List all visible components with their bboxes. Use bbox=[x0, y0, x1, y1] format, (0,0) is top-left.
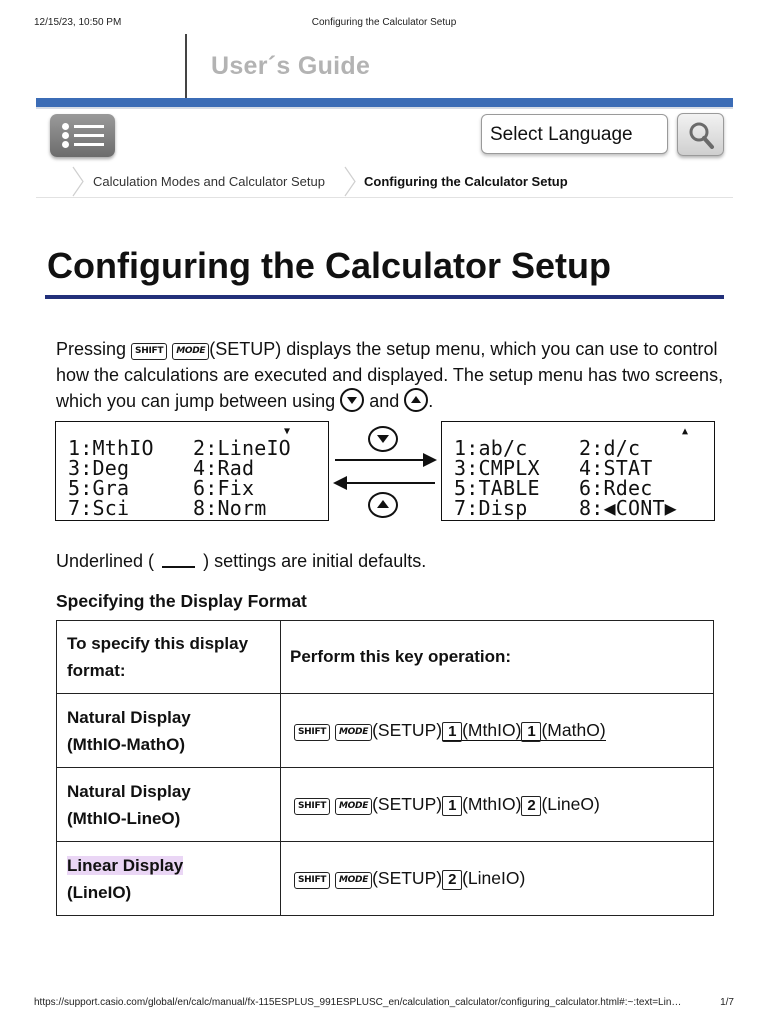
screen2-item: 7:Disp bbox=[454, 496, 528, 520]
down-arrow-key-icon bbox=[340, 388, 364, 412]
table-header-operation: Perform this key operation: bbox=[281, 621, 714, 694]
screen2-item: 1:ab/c bbox=[454, 436, 528, 460]
breadcrumb bbox=[36, 166, 733, 198]
shift-key-icon: SHIFT bbox=[294, 872, 330, 889]
scroll-down-indicator: ▼ bbox=[284, 426, 291, 437]
print-datetime: 12/15/23, 10:50 PM bbox=[34, 17, 122, 28]
op-text: (LineO) bbox=[541, 793, 600, 814]
screen2-item: 2:d/c bbox=[579, 436, 641, 460]
screen1-item: 8:Norm bbox=[193, 496, 267, 520]
key-icon: 1 bbox=[521, 722, 541, 742]
format-cell bbox=[57, 768, 281, 842]
op-text: (SETUP) bbox=[372, 793, 443, 814]
key-icon: 1 bbox=[442, 722, 462, 742]
shift-key-icon: SHIFT bbox=[294, 724, 330, 741]
print-title: Configuring the Calculator Setup bbox=[311, 17, 457, 28]
screen2-item: 3:CMPLX bbox=[454, 456, 540, 480]
format-name: Natural Display bbox=[67, 781, 191, 801]
underline-sample bbox=[162, 556, 195, 568]
scroll-up-indicator: ▲ bbox=[682, 426, 689, 437]
intro-paragraph bbox=[56, 337, 726, 415]
op-text: (SETUP) bbox=[372, 719, 443, 740]
op-text: (MathO) bbox=[541, 719, 606, 740]
format-cell bbox=[57, 842, 281, 916]
screen1-item: 5:Gra bbox=[68, 476, 130, 500]
title-rule bbox=[45, 295, 724, 299]
mode-key-icon: MODE bbox=[335, 798, 372, 815]
screen2-item: 5:TABLE bbox=[454, 476, 540, 500]
page-number: 1/7 bbox=[720, 997, 734, 1008]
down-arrow-key-icon bbox=[368, 426, 398, 452]
table-row bbox=[57, 842, 714, 916]
screen1-item: 1:MthIO bbox=[68, 436, 154, 460]
search-button[interactable] bbox=[677, 113, 724, 156]
operation-cell bbox=[281, 694, 714, 768]
screen-navigation-diagram bbox=[330, 421, 440, 521]
op-text: (MthIO) bbox=[462, 719, 522, 740]
format-cell bbox=[57, 694, 281, 768]
mode-key-icon: MODE bbox=[335, 872, 372, 889]
intro-text-4: . bbox=[428, 391, 434, 411]
key-icon: 1 bbox=[442, 796, 462, 816]
intro-text-2: (SETUP) displays the setup menu, which you can use to control how the calculations are executed and displayed. The setup menu has two screens, which you can jump between using bbox=[56, 339, 724, 411]
table-row bbox=[57, 768, 714, 842]
format-code: (LineIO) bbox=[67, 882, 132, 902]
table-header-format: To specify this display format: bbox=[57, 621, 281, 694]
language-select[interactable]: Select Language bbox=[481, 114, 668, 154]
setup-screen-1 bbox=[55, 421, 329, 521]
screen2-item: 6:Rdec bbox=[579, 476, 653, 500]
display-format-table bbox=[56, 620, 714, 916]
screen2-item: 8:◀CONT▶ bbox=[579, 496, 677, 520]
right-arrow-icon bbox=[335, 459, 435, 461]
breadcrumb-chevron-icon bbox=[72, 166, 84, 197]
brand-bar-shadow bbox=[36, 107, 733, 109]
screen1-item: 4:Rad bbox=[193, 456, 255, 480]
format-code: (MthIO-MathO) bbox=[67, 734, 186, 754]
mode-key-icon: MODE bbox=[172, 343, 209, 360]
table-row bbox=[57, 694, 714, 768]
site-header bbox=[36, 34, 733, 98]
shift-key-icon: SHIFT bbox=[131, 343, 167, 360]
op-text: (SETUP) bbox=[372, 867, 443, 888]
table-header-row bbox=[57, 621, 714, 694]
section-heading: Specifying the Display Format bbox=[56, 591, 307, 611]
format-name: Natural Display bbox=[67, 707, 191, 727]
screen2-item: 4:STAT bbox=[579, 456, 653, 480]
screen1-item: 3:Deg bbox=[68, 456, 130, 480]
breadcrumb-chevron-icon bbox=[344, 166, 356, 197]
intro-text-1: Pressing bbox=[56, 339, 127, 359]
search-icon bbox=[687, 121, 715, 149]
print-header bbox=[34, 17, 734, 31]
mode-key-icon: MODE bbox=[335, 724, 372, 741]
underlined-default bbox=[442, 720, 606, 741]
breadcrumb-link-calculation-modes[interactable]: Calculation Modes and Calculator Setup bbox=[93, 174, 325, 189]
menu-button[interactable] bbox=[50, 114, 115, 157]
screen1-item: 7:Sci bbox=[68, 496, 130, 520]
defaults-note bbox=[56, 551, 426, 572]
setup-screen-2 bbox=[441, 421, 715, 521]
note-text-1: Underlined ( bbox=[56, 551, 155, 571]
op-text: (LineIO) bbox=[462, 867, 526, 888]
brand-bar bbox=[36, 98, 733, 107]
key-icon: 2 bbox=[442, 870, 462, 890]
key-icon: 2 bbox=[521, 796, 541, 816]
up-arrow-key-icon bbox=[368, 492, 398, 518]
op-text: (MthIO) bbox=[462, 793, 522, 814]
shift-key-icon: SHIFT bbox=[294, 798, 330, 815]
header-divider bbox=[185, 34, 187, 98]
users-guide-title[interactable]: User´s Guide bbox=[211, 52, 371, 80]
screen1-item: 2:LineIO bbox=[193, 436, 291, 460]
operation-cell bbox=[281, 768, 714, 842]
left-arrow-icon bbox=[335, 482, 435, 484]
screen1-item: 6:Fix bbox=[193, 476, 255, 500]
format-name-highlighted: Linear Display bbox=[67, 855, 184, 875]
note-text-2: ) settings are initial defaults. bbox=[203, 551, 427, 571]
page-title: Configuring the Calculator Setup bbox=[47, 245, 611, 286]
page-url: https://support.casio.com/global/en/calc/manual/fx-115ESPLUS_991ESPLUSC_en/calculation_calculator/configuring_calculator.html#:~:text=Lin… bbox=[34, 997, 682, 1008]
operation-cell bbox=[281, 842, 714, 916]
intro-text-3: and bbox=[369, 391, 400, 411]
up-arrow-key-icon bbox=[404, 388, 428, 412]
print-footer bbox=[34, 997, 734, 1011]
format-code: (MthIO-LineO) bbox=[67, 808, 181, 828]
breadcrumb-current: Configuring the Calculator Setup bbox=[364, 174, 568, 189]
